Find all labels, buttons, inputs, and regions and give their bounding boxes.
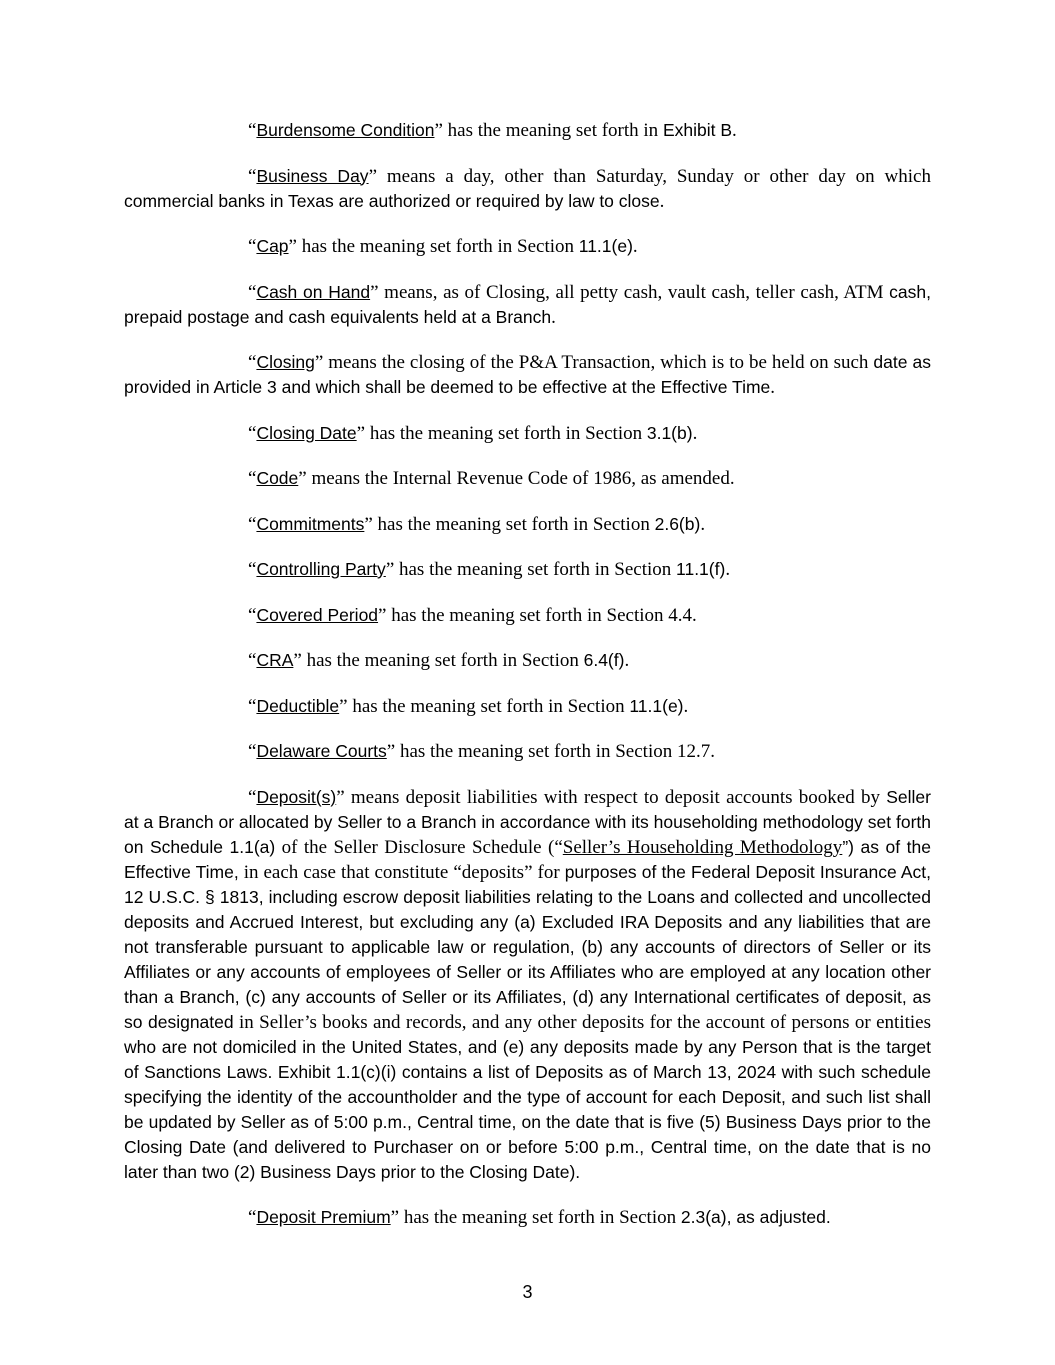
defined-term: Commitments bbox=[256, 513, 365, 534]
defined-term: Burdensome Condition bbox=[256, 120, 435, 140]
definition-controlling-party: “Controlling Party” has the meaning set forth in Section 11.1(f). bbox=[248, 559, 731, 580]
defined-term: Delaware Courts bbox=[256, 741, 387, 761]
definition-deposit-premium: “Deposit Premium” has the meaning set forth in Section 2.3(a), as adjusted. bbox=[248, 1207, 831, 1228]
defined-term: Code bbox=[256, 468, 299, 488]
definition-deposits: “Deposit(s)” means deposit liabilities with respect to deposit accounts booked by Seller at a Branch or allocated by Seller to a Branch in accordance with its householding methodology set forth on Schedule 1.1(a) of the Seller Disclosure Schedule (“Seller’s Householding Methodology”) as of the Effective Time, in each case that constitute “deposits” for purposes of the Federal Deposit Insurance Act, 12 U.S.C. § 1813, including escrow deposit liabilities relating to the Loans and collected and uncollected deposits and Accrued Interest, but excluding any (a) Excluded IRA Deposits and any liabilities that are not transferable pursuant to applicable law or regulation, (b) any accounts of directors of Seller or its Affiliates or any accounts of employees of Seller or its Affiliates who are employed at any location other than a Branch, (c) any accounts of Seller or its Affiliates, (d) any International certificates of deposit, as so designated in Seller’s books and records, and any other deposits for the account of persons or entities who are not domiciled in the United States, and (e) any deposits made by any Person that is the target of Sanctions Laws. Exhibit 1.1(c)(i) contains a list of Deposits as of March 13, 2024 with such schedule specifying the identity of the accountholder and the type of account for each Deposit, and such list shall be updated by Seller as of 5:00 p.m., Central time, on the date that is five (5) Business Days prior to the Closing Date (and delivered to Purchaser on or before 5:00 p.m., Central time, on the date that is no later than two (2) Business Days prior to the Closing Date). bbox=[124, 786, 932, 1182]
definition-burdensome-condition: “Burdensome Condition” has the meaning set forth in Exhibit B. bbox=[248, 120, 737, 141]
defined-term: Deductible bbox=[256, 695, 340, 716]
defined-term: Closing Date bbox=[256, 422, 357, 443]
definition-cap: “Cap” has the meaning set forth in Section 11.1(e). bbox=[248, 236, 638, 257]
document-page bbox=[124, 118, 931, 1251]
page-number: 3 bbox=[522, 1282, 533, 1302]
defined-term: CRA bbox=[256, 650, 294, 670]
definition-business-day: “Business Day” means a day, other than Saturday, Sunday or other day on which commercial banks in Texas are authorized or required by law to close. bbox=[124, 165, 931, 212]
defined-term: Cap bbox=[256, 236, 289, 256]
definition-code: “Code” means the Internal Revenue Code of 1986, as amended. bbox=[248, 468, 735, 489]
definition-closing: “Closing” means the closing of the P&A Transaction, which is to be held on such date as provided in Article 3 and which shall be deemed to be effective at the Effective Time. bbox=[124, 352, 932, 398]
defined-term: Controlling Party bbox=[256, 559, 386, 579]
defined-term: Closing bbox=[256, 352, 315, 372]
definition-covered-period: “Covered Period” has the meaning set forth in Section 4.4. bbox=[248, 604, 697, 626]
defined-term: Business Day bbox=[256, 165, 369, 186]
defined-term: Covered Period bbox=[256, 604, 379, 625]
definition-delaware-courts: “Delaware Courts” has the meaning set forth in Section 12.7. bbox=[248, 741, 715, 762]
defined-term: Deposit Premium bbox=[256, 1207, 391, 1227]
definition-cash-on-hand: “Cash on Hand” means, as of Closing, all petty cash, vault cash, teller cash, ATM cash, prepaid postage and cash equivalents held at a Branch. bbox=[124, 281, 931, 328]
defined-term: Cash on Hand bbox=[256, 281, 371, 302]
definition-cra: “CRA” has the meaning set forth in Section 6.4(f). bbox=[248, 650, 630, 671]
definition-closing-date: “Closing Date” has the meaning set forth in Section 3.1(b). bbox=[248, 422, 698, 444]
defined-term-seller-householding: Seller’s Householding Methodology bbox=[562, 836, 843, 858]
definition-commitments: “Commitments” has the meaning set forth in Section 2.6(b). bbox=[248, 513, 706, 535]
definition-deductible: “Deductible” has the meaning set forth in Section 11.1(e). bbox=[248, 695, 689, 717]
defined-term: Deposit(s) bbox=[256, 786, 337, 807]
